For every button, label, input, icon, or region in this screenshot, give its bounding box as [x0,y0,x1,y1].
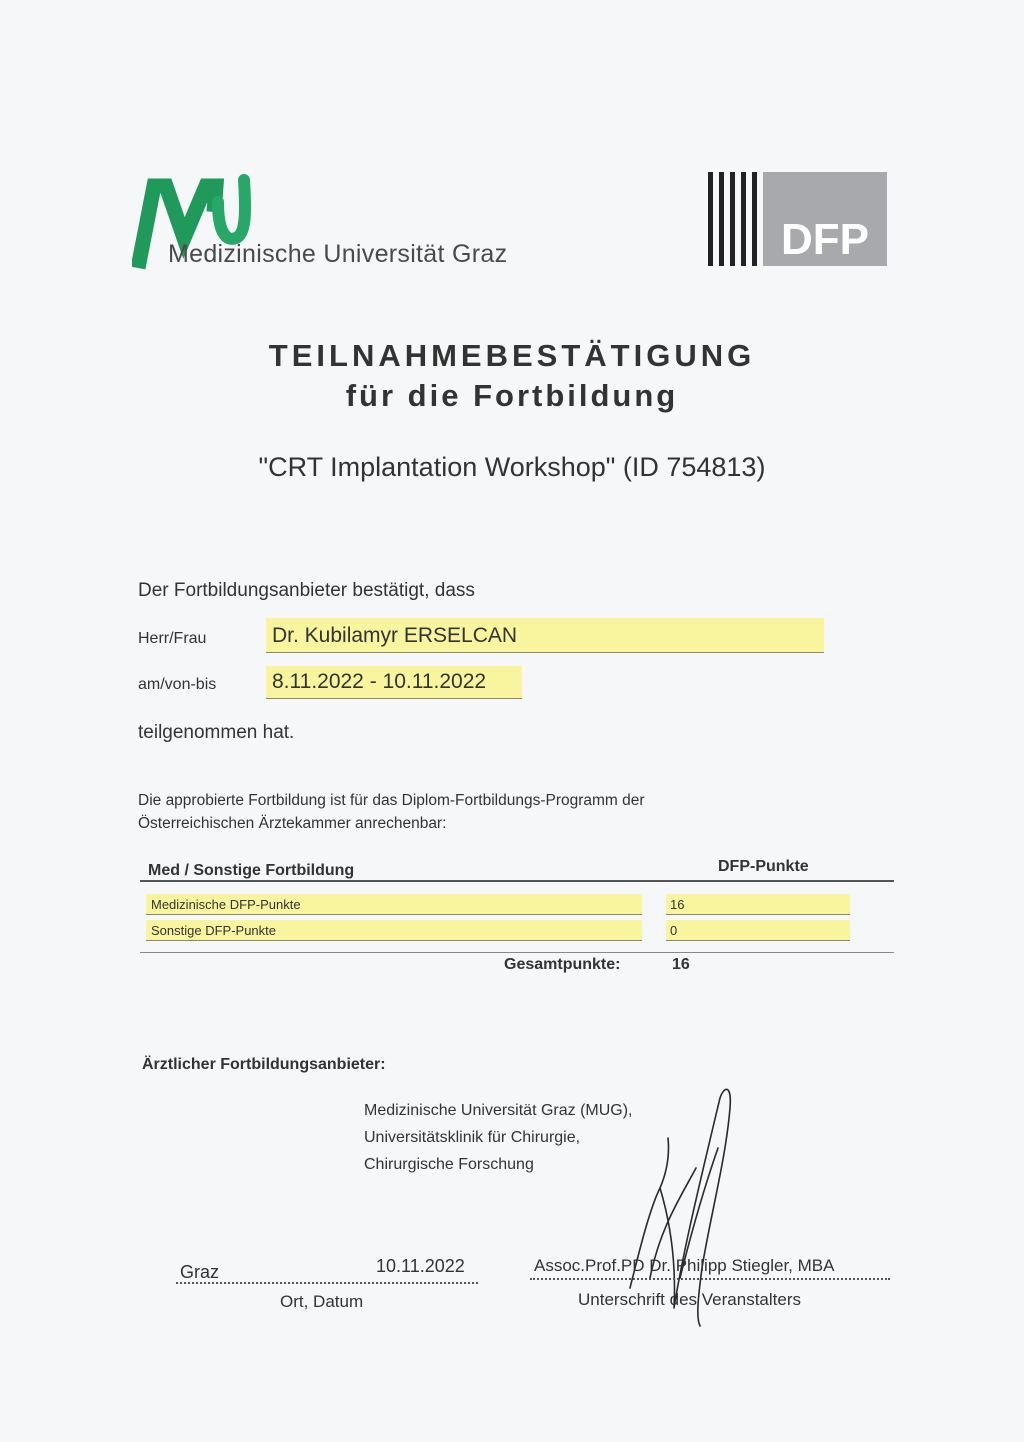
date-label: am/von-bis [138,676,217,693]
event-name: "CRT Implantation Workshop" (ID 754813) [258,452,766,482]
table-row-label: Sonstige DFP-Punkte [151,923,277,938]
provider-heading: Ärztlicher Fortbildungsanbieter: [142,1056,386,1073]
place-date-caption: Ort, Datum [280,1292,364,1311]
total-value: 16 [672,956,690,973]
university-name: Medizinische Universität Graz [168,240,508,268]
total-label: Gesamtpunkte: [504,956,621,973]
approval-line-2: Österreichischen Ärztekammer anrechenbar: [138,815,447,832]
dfp-logo-icon [706,170,888,268]
signing-date: 10.11.2022 [376,1256,465,1276]
table-header-left: Med / Sonstige Fortbildung [148,862,355,879]
signature-line [530,1278,890,1280]
dfp-logo-text: DFP [781,215,869,264]
document-title: TEILNAHMEBESTÄTIGUNG [268,338,756,373]
table-row-value: 0 [670,923,678,938]
signature-caption: Unterschrift des Veranstalters [578,1290,801,1309]
place: Graz [180,1262,220,1282]
table-row-highlight [666,920,850,941]
table-row-label: Medizinische DFP-Punkte [151,897,301,912]
place-date-line [176,1282,478,1284]
table-row-value: 16 [670,897,685,912]
signer-name: Assoc.Prof.PD Dr. Philipp Stiegler, MBA [534,1256,835,1275]
participant-name: Dr. Kubilamyr ERSELCAN [272,624,518,647]
confirmation-intro: Der Fortbildungsanbieter bestätigt, dass [138,580,475,601]
name-label: Herr/Frau [138,630,207,647]
provider-line-1: Medizinische Universität Graz (MUG), [364,1102,633,1119]
table-bottom-rule [140,952,894,953]
document-subtitle: für die Fortbildung [345,378,679,413]
provider-line-2: Universitätsklinik für Chirurgie, [364,1129,581,1146]
table-header-rule [140,880,894,882]
table-row-highlight [666,894,850,915]
provider-line-3: Chirurgische Forschung [364,1156,534,1173]
confirmation-outro: teilgenommen hat. [138,722,295,743]
approval-line-1: Die approbierte Fortbildung ist für das Diplom-Fortbildungs-Programm der [138,792,645,809]
table-header-right: DFP-Punkte [718,858,809,875]
participation-dates: 8.11.2022 - 10.11.2022 [272,670,487,693]
